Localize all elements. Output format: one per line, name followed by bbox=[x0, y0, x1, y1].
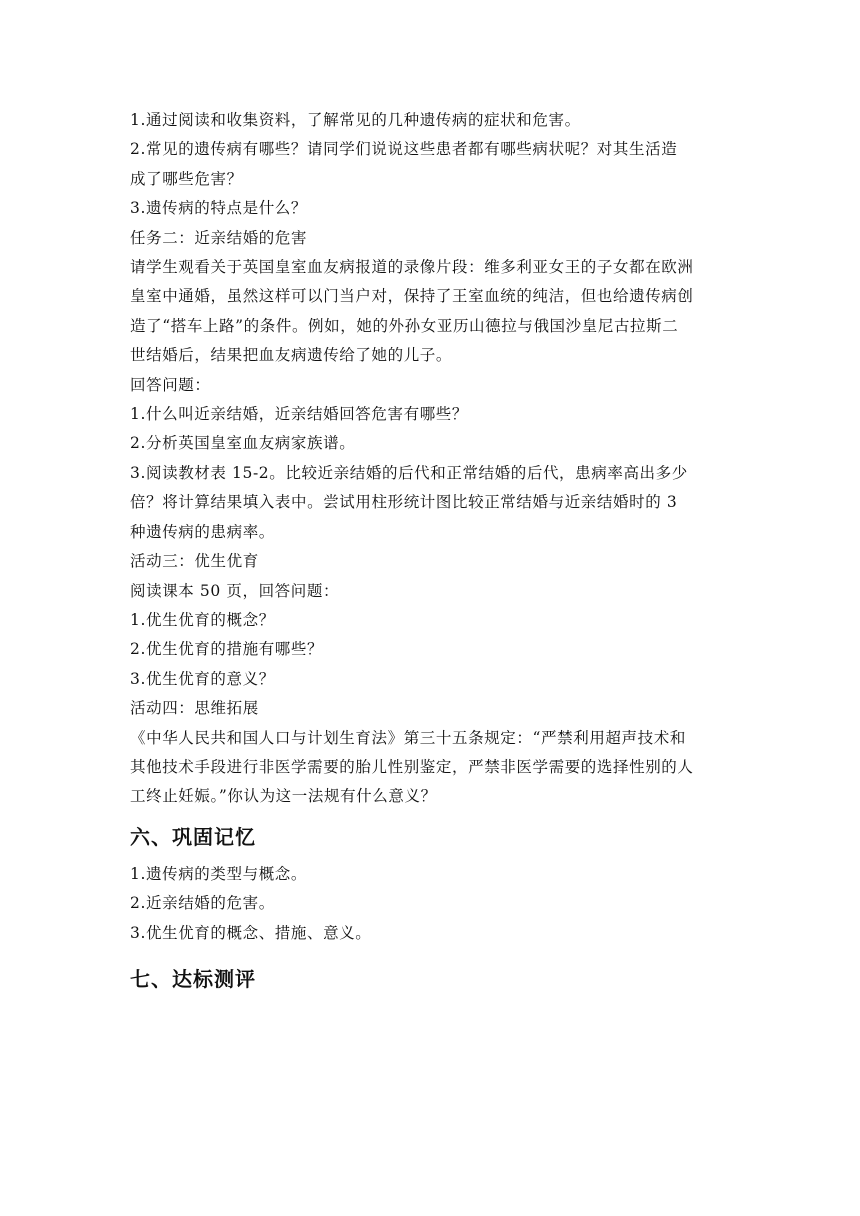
paragraph-line: 倍？将计算结果填入表中。尝试用柱形统计图比较正常结婚与近亲结婚时的 3 bbox=[130, 493, 678, 512]
paragraph-line: 回答问题： bbox=[130, 375, 211, 394]
paragraph-line: 工终止妊娠。”你认为这一法规有什么意义？ bbox=[130, 787, 437, 806]
task-heading: 任务二：近亲结婚的危害 bbox=[130, 228, 308, 247]
paragraph-line: 3.遗传病的特点是什么？ bbox=[130, 199, 307, 218]
paragraph-line: 3.优生优育的概念、措施、意义。 bbox=[130, 923, 372, 942]
paragraph-line: 2.近亲结婚的危害。 bbox=[130, 894, 275, 913]
paragraph-line: 造了“搭车上路”的条件。例如，她的外孙女亚历山德拉与俄国沙皇尼古拉斯二 bbox=[130, 316, 679, 335]
paragraph-line: 其他技术手段进行非医学需要的胎儿性别鉴定，严禁非医学需要的选择性别的人 bbox=[130, 757, 694, 776]
activity-heading: 活动四：思维拓展 bbox=[130, 699, 259, 718]
paragraph-line: 请学生观看关于英国皇室血友病报道的录像片段：维多利亚女王的子女都在欧洲 bbox=[130, 258, 694, 277]
paragraph-line: 3.阅读教材表 15-2。比较近亲结婚的后代和正常结婚的后代，患病率高出多少 bbox=[130, 463, 688, 482]
paragraph-line: 成了哪些危害？ bbox=[130, 169, 243, 188]
section-heading-assessment: 七、达标测评 bbox=[130, 966, 256, 991]
paragraph-line: 2.优生优育的措施有哪些？ bbox=[130, 640, 324, 659]
paragraph-line: 皇室中通婚，虽然这样可以门当户对，保持了王室血统的纯洁，但也给遗传病创 bbox=[130, 287, 694, 306]
paragraph-line: 1.优生优育的概念？ bbox=[130, 610, 275, 629]
paragraph-line: 1.什么叫近亲结婚，近亲结婚回答危害有哪些？ bbox=[130, 405, 468, 424]
paragraph-line: 2.分析英国皇室血友病家族谱。 bbox=[130, 434, 356, 453]
paragraph-line: 世结婚后，结果把血友病遗传给了她的儿子。 bbox=[130, 346, 453, 365]
activity-heading: 活动三：优生优育 bbox=[130, 552, 259, 571]
paragraph-line: 种遗传病的患病率。 bbox=[130, 522, 275, 541]
document-page bbox=[130, 106, 735, 994]
paragraph-line: 1.通过阅读和收集资料，了解常见的几种遗传病的症状和危害。 bbox=[130, 111, 581, 129]
paragraph-line: 3.优生优育的意义？ bbox=[130, 669, 275, 688]
paragraph-line: 阅读课本 50 页，回答问题： bbox=[130, 581, 340, 600]
paragraph-line: 《中华人民共和国人口与计划生育法》第三十五条规定：“严禁利用超声技术和 bbox=[130, 728, 686, 747]
section-heading-consolidate: 六、巩固记忆 bbox=[130, 824, 256, 849]
paragraph-line: 1.遗传病的类型与概念。 bbox=[130, 864, 307, 883]
paragraph-line: 2.常见的遗传病有哪些？请同学们说说这些患者都有哪些病状呢？对其生活造 bbox=[130, 140, 678, 159]
